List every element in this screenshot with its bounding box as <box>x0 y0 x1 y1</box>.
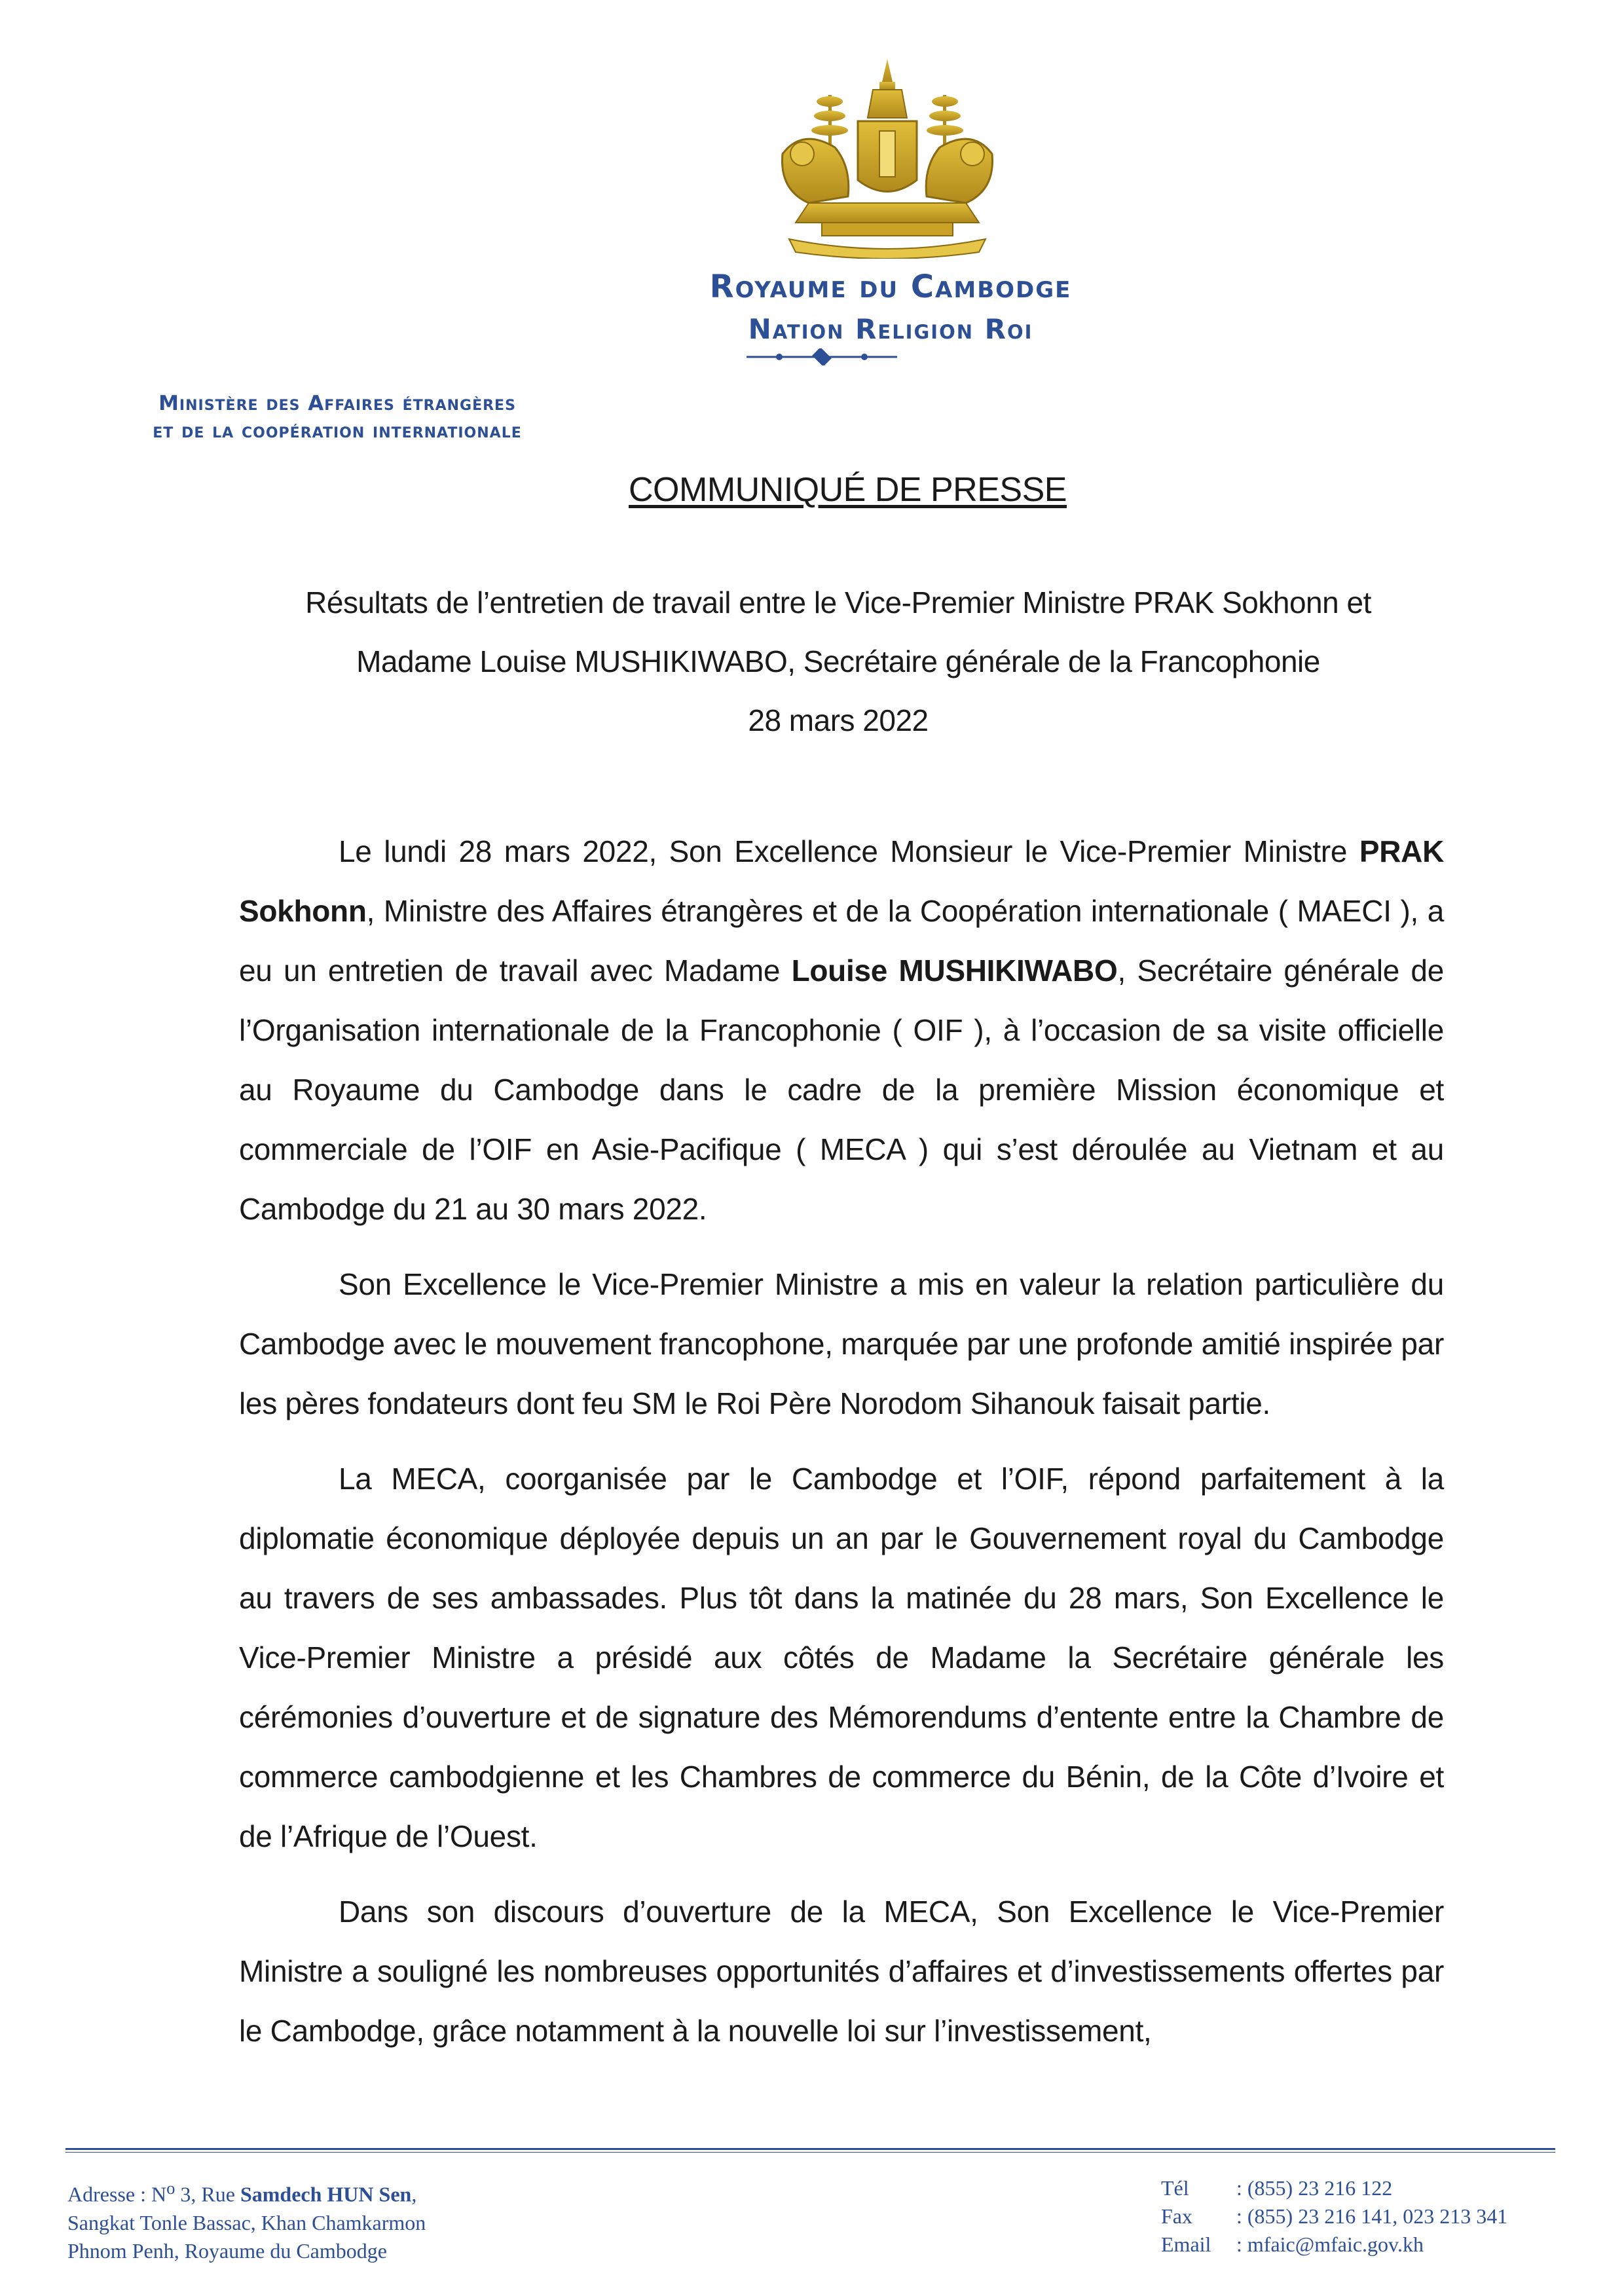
title-line-2: Madame Louise MUSHIKIWABO, Secrétaire générale de la Francophonie <box>356 644 1320 678</box>
address-line-2: Sangkat Tonle Bassac, Khan Chamkarmon <box>67 2210 426 2234</box>
fax-row: Fax : (855) 23 216 141, 023 213 341 <box>1161 2204 1508 2228</box>
ornament-divider <box>740 348 904 365</box>
address-line-1: Adresse : $N^o$ 3, Rue Samdech HUN Sen, <box>67 2178 417 2206</box>
royal-coat-of-arms-emblem <box>710 56 1064 259</box>
name-prak-sokhonn: PRAK Sokhonn <box>239 834 1444 928</box>
paragraph-4: Dans son discours d’ouverture de la MECA, Son Excellence le Vice-Premier Ministre a souligné les nombreuses opportunités d’affaires et d’investissements offertes par le Cambodge, grâce notamment à la nouvelle loi sur l’investissement, <box>239 1895 1444 2048</box>
kingdom-title: Royaume du Cambodge <box>709 268 1072 305</box>
footer-address <box>67 2174 426 2265</box>
email-link[interactable]: : mfaic@mfaic.gov.kh <box>1236 2232 1424 2256</box>
national-motto: Nation Religion Roi <box>748 313 1033 345</box>
paragraph-1: Le lundi 28 mars 2022, Son Excellence Monsieur le Vice-Premier Ministre PRAK Sokhonn, Ministre des Affaires étrangères et de la Coopération internationale ( MAECI ), a eu un entretien de travail avec Madame Louise MUSHIKIWABO, Secrétaire générale de l’Organisation internationale de la Francophonie ( OIF ), à l’occasion de sa visite officielle au Royaume du Cambodge dans le cadre de la première Mission économique et commerciale de l’OIF en Asie-Pacifique ( MECA ) qui s’est déroulée au Vietnam et au Cambodge du 21 au 30 mars 2022. <box>239 834 1444 1226</box>
ministry-name-line-2: et de la coopération internationale <box>153 419 522 443</box>
document-type-heading: COMMUNIQUÉ DE PRESSE <box>629 471 1067 509</box>
body-text <box>239 822 1444 2077</box>
name-louise-mushikiwabo: Louise MUSHIKIWABO <box>791 954 1118 988</box>
footer-contact <box>1161 2174 1507 2259</box>
ministry-name-line-1: Ministère des Affaires étrangères <box>158 392 516 415</box>
phone-row: Tél : (855) 23 216 122 <box>1161 2176 1393 2200</box>
email-row: Email : mfaic@mfaic.gov.kh <box>1161 2231 1507 2259</box>
paragraph-3: La MECA, coorganisée par le Cambodge et l’OIF, répond parfaitement à la diplomatie économique déployée depuis un an par le Gouvernement royal du Cambodge au travers de ses ambassades. Plus tôt dans la matinée du 28 mars, Son Excellence le Vice-Premier Ministre a présidé aux côtés de Madame la Secrétaire générale les cérémonies d’ouverture et de signature des Mémorendums d’entente entre la Chambre de commerce cambodgienne et les Chambres de commerce du Bénin, de la Côte d’Ivoire et de l’Afrique de l’Ouest. <box>239 1462 1444 1853</box>
address-line-3: Phnom Penh, Royaume du Cambodge <box>67 2238 387 2263</box>
footer-divider-thin <box>65 2152 1555 2153</box>
title-line-1: Résultats de l’entretien de travail entre le Vice-Premier Ministre PRAK Sokhonn et <box>305 585 1371 620</box>
footer-divider <box>65 2148 1555 2150</box>
document-date: 28 mars 2022 <box>748 703 929 737</box>
paragraph-2: Son Excellence le Vice-Premier Ministre a mis en valeur la relation particulière du Cambodge avec le mouvement francophone, marquée par une profonde amitié inspirée par les pères fondateurs dont feu SM le Roi Père Norodom Sihanouk faisait partie. <box>239 1267 1444 1420</box>
